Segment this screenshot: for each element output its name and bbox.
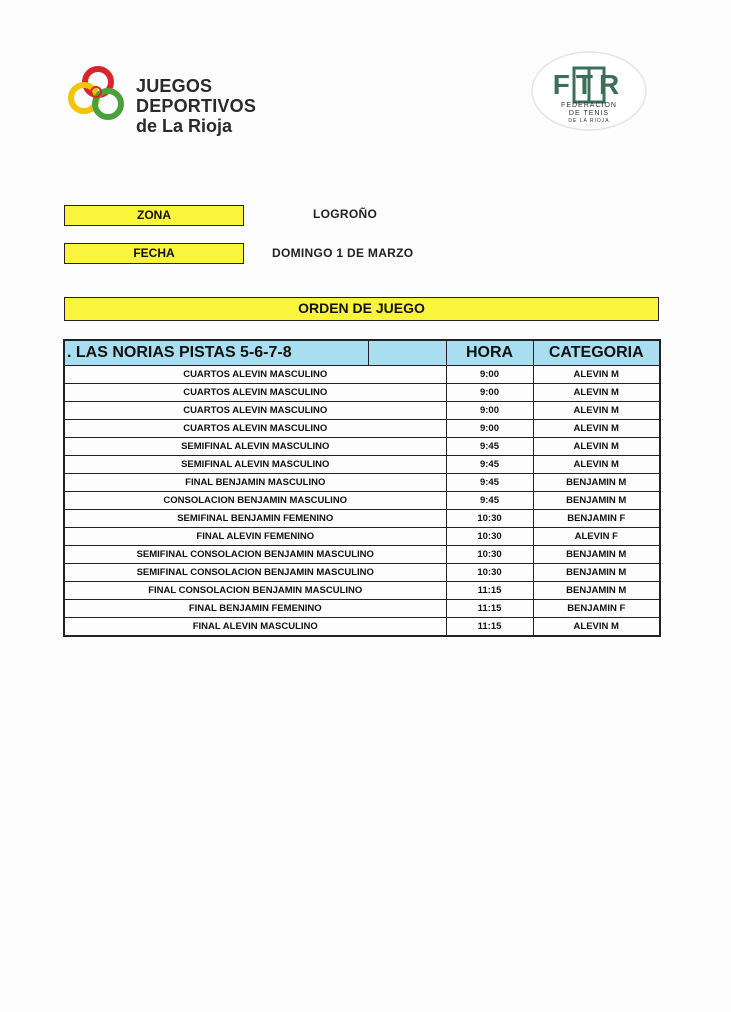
org-line2: de La Rioja bbox=[136, 116, 233, 136]
hora-cell: 11:15 bbox=[446, 582, 533, 600]
table-row bbox=[64, 528, 660, 546]
hora-cell: 9:00 bbox=[446, 420, 533, 438]
match-cell: FINAL ALEVIN MASCULINO bbox=[64, 618, 446, 637]
categoria-cell: BENJAMIN F bbox=[533, 510, 660, 528]
hora-cell: 9:45 bbox=[446, 438, 533, 456]
categoria-header: CATEGORIA bbox=[533, 340, 660, 366]
categoria-cell: ALEVIN M bbox=[533, 366, 660, 384]
org-title bbox=[136, 76, 336, 136]
match-cell: FINAL BENJAMIN MASCULINO bbox=[64, 474, 446, 492]
table-row bbox=[64, 564, 660, 582]
categoria-cell: BENJAMIN M bbox=[533, 474, 660, 492]
fecha-label: FECHA bbox=[64, 243, 244, 264]
table-header-row bbox=[64, 340, 660, 366]
table-row bbox=[64, 402, 660, 420]
table-row bbox=[64, 438, 660, 456]
schedule-body bbox=[64, 366, 660, 637]
ftr-logo bbox=[530, 50, 648, 132]
match-cell: SEMIFINAL CONSOLACION BENJAMIN MASCULINO bbox=[64, 546, 446, 564]
zona-value: LOGROÑO bbox=[313, 207, 378, 221]
table-row bbox=[64, 384, 660, 402]
olympic-rings-icon bbox=[66, 64, 132, 128]
categoria-cell: ALEVIN M bbox=[533, 402, 660, 420]
zona-label: ZONA bbox=[64, 205, 244, 226]
schedule-table bbox=[63, 339, 661, 637]
categoria-cell: ALEVIN M bbox=[533, 438, 660, 456]
ftr-name-line1: FEDERACION bbox=[561, 102, 617, 109]
categoria-cell: BENJAMIN M bbox=[533, 582, 660, 600]
match-cell: CONSOLACION BENJAMIN MASCULINO bbox=[64, 492, 446, 510]
match-cell: FINAL BENJAMIN FEMENINO bbox=[64, 600, 446, 618]
categoria-cell: ALEVIN F bbox=[533, 528, 660, 546]
table-row bbox=[64, 366, 660, 384]
hora-cell: 9:00 bbox=[446, 366, 533, 384]
hora-header: HORA bbox=[446, 340, 533, 366]
match-cell: SEMIFINAL ALEVIN MASCULINO bbox=[64, 438, 446, 456]
categoria-cell: ALEVIN M bbox=[533, 456, 660, 474]
match-cell: SEMIFINAL BENJAMIN FEMENINO bbox=[64, 510, 446, 528]
table-row bbox=[64, 420, 660, 438]
table-row bbox=[64, 474, 660, 492]
match-cell: FINAL ALEVIN FEMENINO bbox=[64, 528, 446, 546]
hora-cell: 9:45 bbox=[446, 492, 533, 510]
orden-de-juego-title: ORDEN DE JUEGO bbox=[64, 297, 659, 321]
match-cell: CUARTOS ALEVIN MASCULINO bbox=[64, 420, 446, 438]
ftr-initials: FTR bbox=[552, 69, 626, 100]
hora-cell: 11:15 bbox=[446, 618, 533, 637]
table-row bbox=[64, 546, 660, 564]
table-row bbox=[64, 600, 660, 618]
categoria-cell: ALEVIN M bbox=[533, 618, 660, 637]
hora-cell: 10:30 bbox=[446, 510, 533, 528]
match-cell: FINAL CONSOLACION BENJAMIN MASCULINO bbox=[64, 582, 446, 600]
hora-cell: 9:45 bbox=[446, 474, 533, 492]
table-row bbox=[64, 510, 660, 528]
juegos-deportivos-logo bbox=[66, 64, 336, 136]
categoria-cell: ALEVIN M bbox=[533, 420, 660, 438]
venue-header: . LAS NORIAS PISTAS 5-6-7-8 bbox=[64, 340, 368, 366]
hora-cell: 10:30 bbox=[446, 564, 533, 582]
hora-cell: 9:45 bbox=[446, 456, 533, 474]
hora-cell: 9:00 bbox=[446, 384, 533, 402]
categoria-cell: BENJAMIN M bbox=[533, 564, 660, 582]
ftr-name-line3: DE LA RIOJA bbox=[568, 118, 610, 124]
categoria-cell: BENJAMIN M bbox=[533, 546, 660, 564]
table-row bbox=[64, 618, 660, 637]
org-line1: JUEGOS DEPORTIVOS bbox=[136, 76, 257, 116]
table-row bbox=[64, 456, 660, 474]
categoria-cell: BENJAMIN F bbox=[533, 600, 660, 618]
hora-cell: 10:30 bbox=[446, 546, 533, 564]
hora-cell: 11:15 bbox=[446, 600, 533, 618]
match-cell: CUARTOS ALEVIN MASCULINO bbox=[64, 366, 446, 384]
hora-cell: 9:00 bbox=[446, 402, 533, 420]
categoria-cell: BENJAMIN M bbox=[533, 492, 660, 510]
venue-header-blank bbox=[368, 340, 446, 366]
ftr-name-line2: DE TENIS bbox=[568, 110, 610, 117]
match-cell: SEMIFINAL CONSOLACION BENJAMIN MASCULINO bbox=[64, 564, 446, 582]
fecha-value: DOMINGO 1 DE MARZO bbox=[272, 246, 414, 260]
match-cell: CUARTOS ALEVIN MASCULINO bbox=[64, 384, 446, 402]
match-cell: SEMIFINAL ALEVIN MASCULINO bbox=[64, 456, 446, 474]
categoria-cell: ALEVIN M bbox=[533, 384, 660, 402]
match-cell: CUARTOS ALEVIN MASCULINO bbox=[64, 402, 446, 420]
table-row bbox=[64, 492, 660, 510]
table-row bbox=[64, 582, 660, 600]
hora-cell: 10:30 bbox=[446, 528, 533, 546]
